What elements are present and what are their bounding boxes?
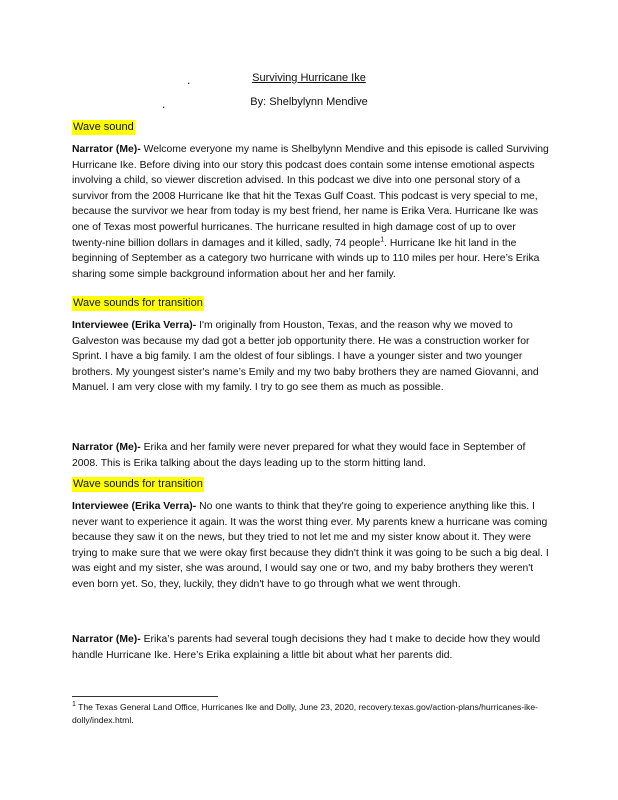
stray-dot-1: .: [187, 73, 191, 87]
narrator-paragraph-3: [72, 632, 550, 663]
interviewee-paragraph-2: [72, 499, 550, 593]
paragraph-text: Erika’s parents had several tough decisions they had t make to decide how they would handle Hurricane Ike. Here’s Erika explaining a little bit about what her parents did.: [72, 634, 541, 661]
speaker-label: Narrator (Me)-: [72, 634, 141, 645]
footnote-divider: [72, 696, 218, 697]
footnote-ref[interactable]: 1: [380, 236, 385, 244]
cue-wave-sound: Wave sound: [73, 121, 134, 133]
interviewee-paragraph-1: [72, 318, 550, 396]
cue-transition-2: Wave sounds for transition: [73, 478, 203, 490]
speaker-label: Narrator (Me)-: [72, 442, 141, 453]
speaker-label: Interviewee (Erika Verra)-: [72, 501, 197, 512]
footnote-number: 1: [72, 701, 76, 709]
paragraph-text: I'm originally from Houston, Texas, and the reason why we moved to Galveston was because my dad got a better job opportunity there. He was a construction worker for Sprint. I have a big family. I am the oldest of four siblings. I have a younger sister and two younger brothers. My youngest sister's name’s Emily and my two baby brothers they are named Giovanni, and Manuel. I am very close with my family. I try to go see them as much as possible.: [72, 320, 539, 394]
speaker-label: Interviewee (Erika Verra)-: [72, 320, 197, 331]
paragraph-text: Erika and her family were never prepared for what they would face in September of 2008. This is Erika talking about the days leading up to the storm hitting land.: [72, 442, 526, 469]
narrator-paragraph-1: [72, 142, 550, 282]
paragraph-text-cont: . Hurricane Ike hit land in the beginning of September as a category two hurricane with winds up to 110 miles per hour. Here’s Erika sharing some simple background information about her and her family.: [72, 237, 540, 280]
paragraph-text: Welcome everyone my name is Shelbylynn Mendive and this episode is called Surviving Hurricane Ike. Before diving into our story this podcast does contain some intense emotional aspects involving a child, so viewer discretion advised. In this podcast we dive into one personal story of a survivor from the 2008 Hurricane Ike that hit the Texas Gulf Coast. This podcast is very special to me, because the survivor we hear from today is my best friend, her name is Erika Vera. Hurricane Ike was one of Texas most powerful hurricanes. The hurricane resulted in high damage cost of up to over twenty-nine billion dollars in damages and it killed, sadly, 74 people: [72, 144, 549, 249]
document-title: Surviving Hurricane Ike: [252, 72, 366, 84]
paragraph-text: No one wants to think that they're going to experience anything like this. I never want to experience it again. It was the worst thing ever. My parents knew a hurricane was coming because they saw it on the news, but they tried to not let me and my sister know about it. They were trying to make sure that we were okay first because they didn't think it was going to be such a big deal. I was eight and my sister, she was around, I would say one or two, and my baby brothers they weren't even born yet. So, they, luckily, they didn't have to go through what we went through.: [72, 501, 549, 590]
speaker-label: Narrator (Me)-: [72, 144, 141, 155]
footnote: [72, 701, 542, 727]
author-byline: By: Shelbylynn Mendive: [250, 96, 368, 108]
cue-transition-1: Wave sounds for transition: [73, 297, 203, 309]
narrator-paragraph-2: [72, 440, 550, 471]
stray-dot-2: .: [162, 97, 166, 111]
footnote-text: The Texas General Land Office, Hurricanes Ike and Dolly, June 23, 2020, recovery.texas.gov/action-plans/hurricanes-ike-dolly/index.html.: [72, 702, 538, 725]
